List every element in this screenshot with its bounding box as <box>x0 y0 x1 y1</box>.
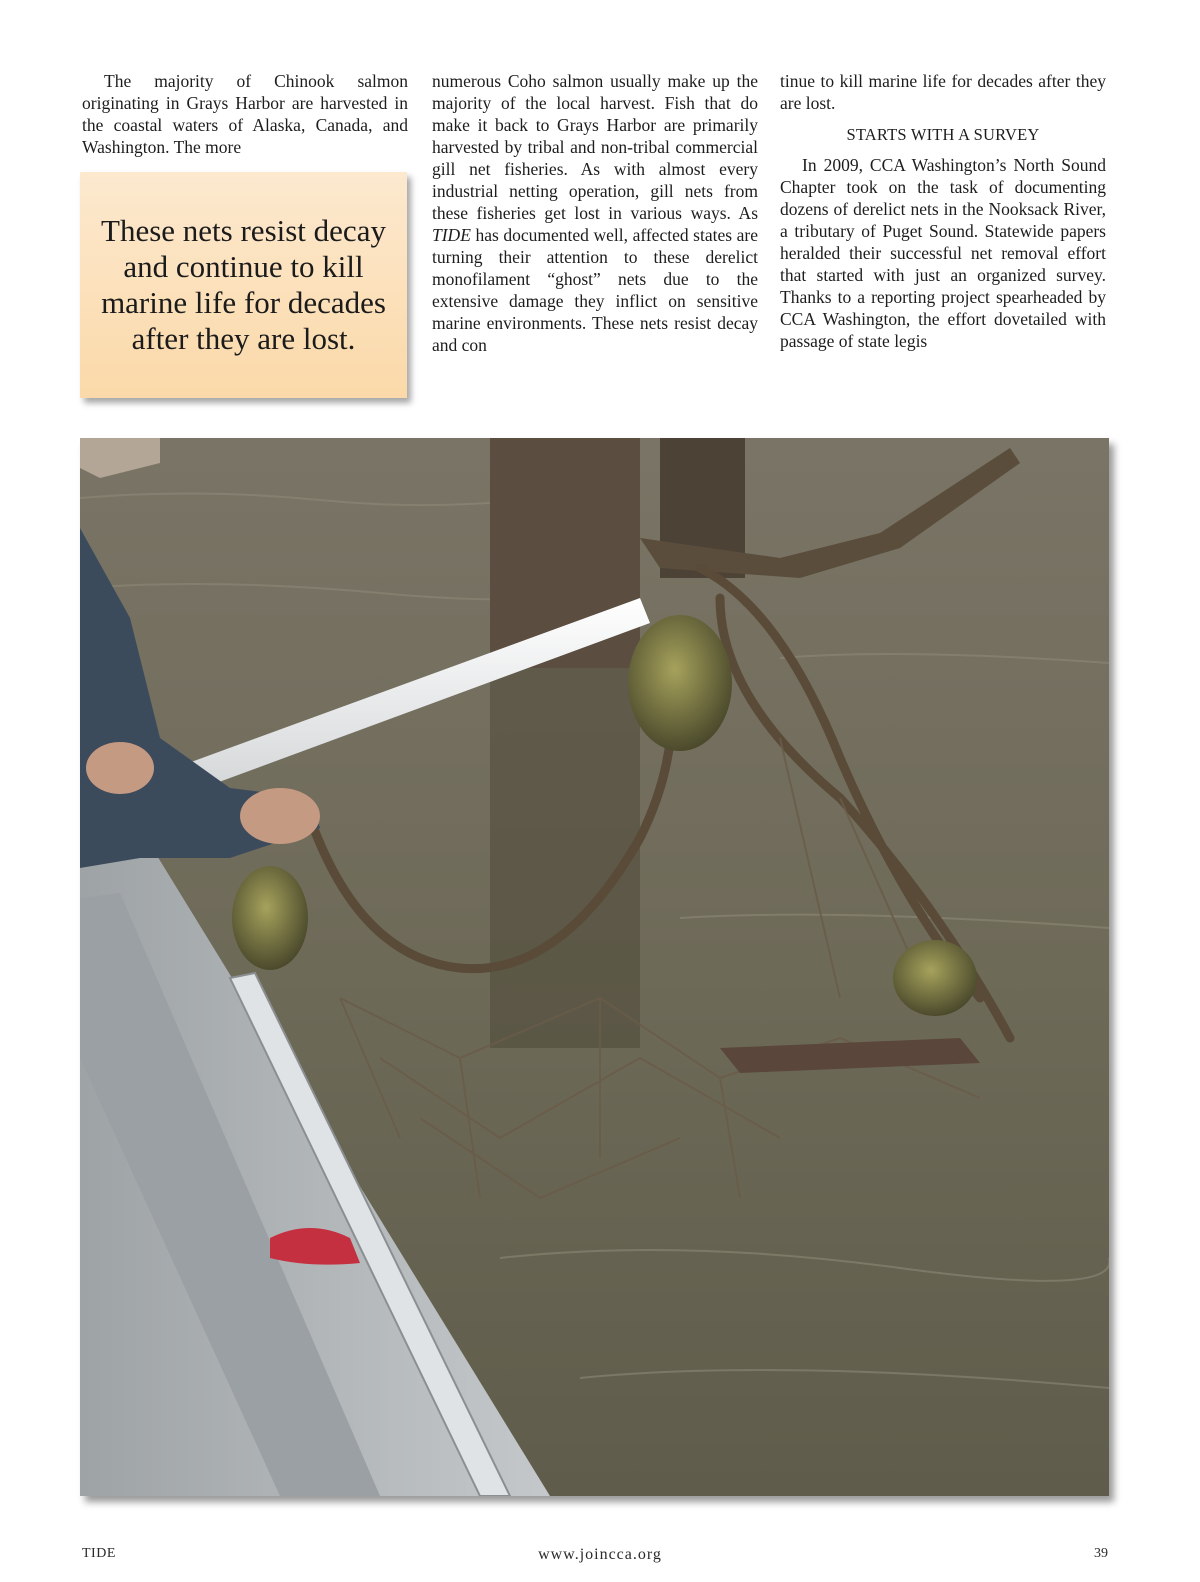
publication-name: TIDE <box>432 225 471 245</box>
piling-reflection <box>490 668 640 1048</box>
footer-publication: TIDE <box>82 1546 116 1561</box>
person-hand <box>240 788 320 844</box>
net-float <box>232 866 308 970</box>
net-float <box>893 940 977 1016</box>
article-column-3 <box>780 70 1106 352</box>
paragraph: tinue to kill marine life for decades after they are lost. <box>780 71 1106 113</box>
text-run: numerous Coho salmon usually make up the majority of the local harvest. Fish that do make it back to Grays Harbor are primarily harvested by tribal and non-tribal commercial gill net fisheries. As with almost every industrial netting operation, gill nets from these fisheries get lost in various ways. As <box>432 71 758 223</box>
ghost-net-illustration <box>80 438 1109 1496</box>
pull-quote <box>80 172 407 398</box>
article-column-2 <box>432 70 758 356</box>
article-photo <box>80 438 1109 1496</box>
page-number: 39 <box>1094 1546 1108 1561</box>
person-hand <box>86 742 154 794</box>
paragraph: The majority of Chinook salmon originating in Grays Harbor are harvested in the coastal waters of Alaska, Canada, and Washington. The more <box>82 71 408 157</box>
section-subheading: STARTS WITH A SURVEY <box>846 125 1040 144</box>
text-run: has documented well, affected states are turning their attention to these derelict monofilament “ghost” nets due to the extensive damage they inflict on sensitive marine environments. These nets resist decay and con <box>432 225 758 355</box>
footer-website: www.joincca.org <box>538 1546 662 1563</box>
article-column-1 <box>82 70 408 158</box>
paragraph: In 2009, CCA Washington’s North Sound Chapter took on the task of documenting dozens of derelict nets in the Nooksack River, a tributary of Puget Sound. Statewide papers heralded their successful net removal effort that started with just an organized survey. Thanks to a reporting project spearheaded by CCA Washington, the effort dovetailed with passage of state legis <box>780 155 1106 351</box>
net-float <box>628 615 732 751</box>
paragraph <box>432 70 758 356</box>
pull-quote-text: These nets resist decay and continue to kill marine life for decades after they are lost. <box>101 213 386 356</box>
